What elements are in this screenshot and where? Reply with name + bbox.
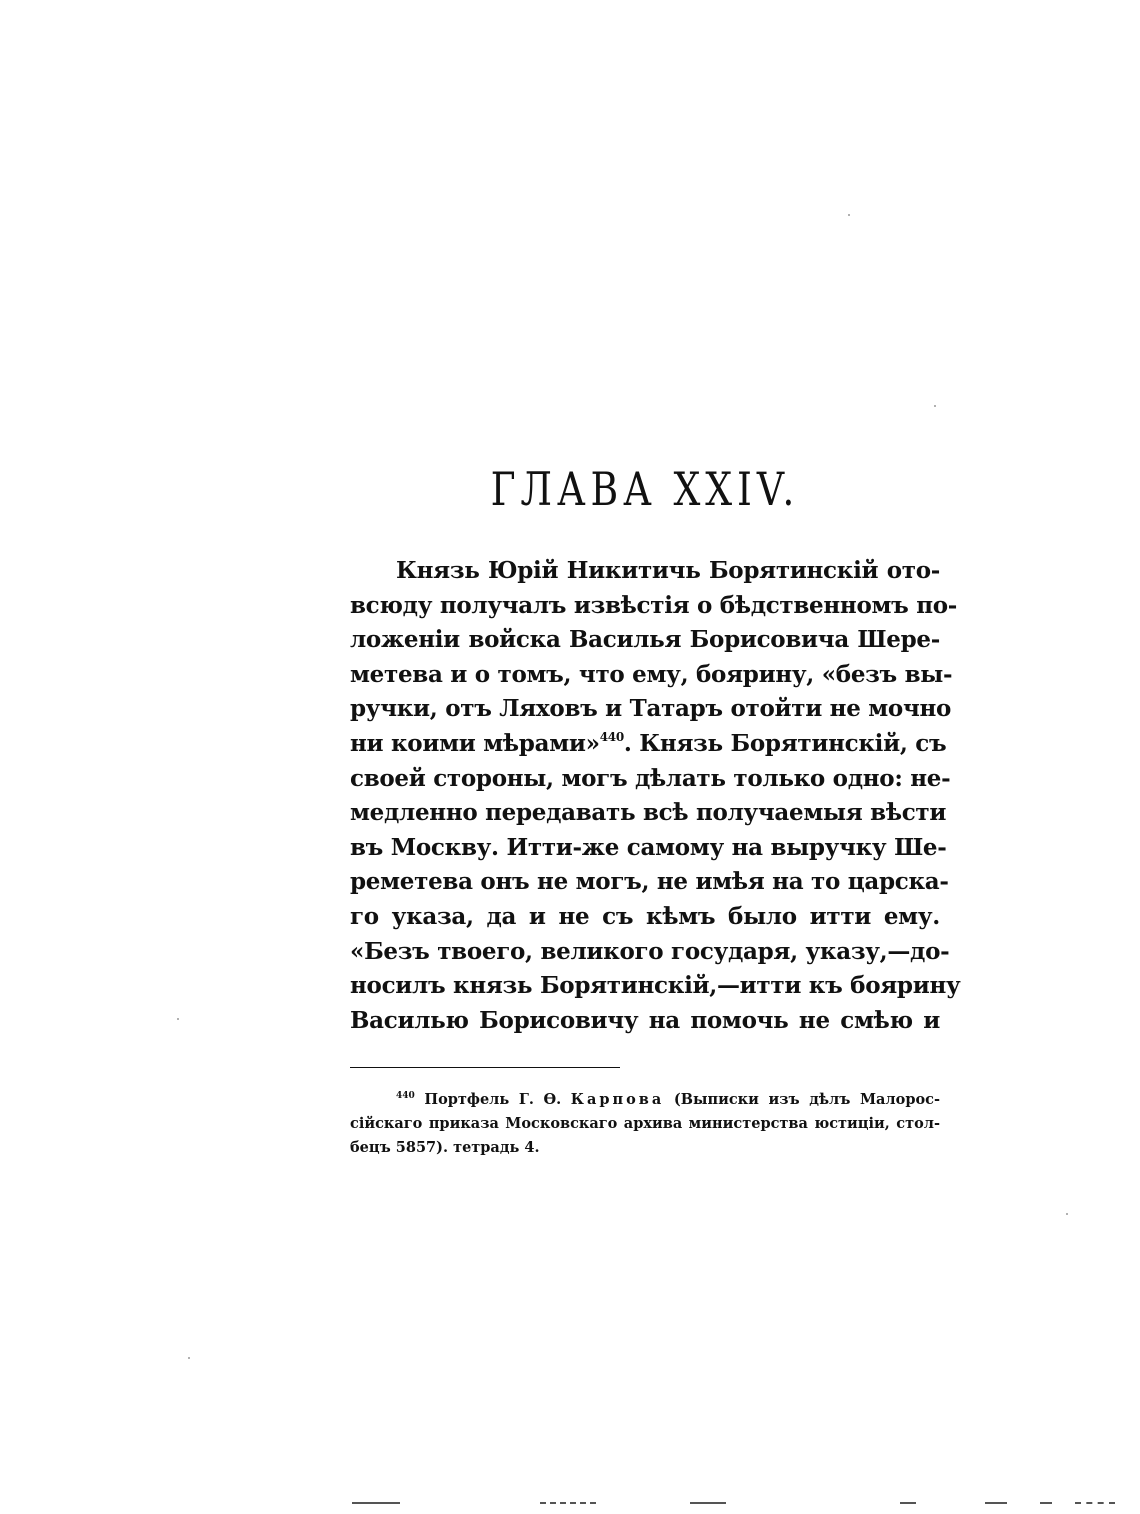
scan-artifact: [1075, 1502, 1115, 1504]
scan-artifact: [540, 1502, 596, 1504]
footnote-line: [350, 1088, 940, 1112]
body-line-part: . Князь Борятинскій, съ: [623, 729, 947, 757]
scan-artifact: [1040, 1502, 1052, 1504]
scan-artifact: [690, 1502, 726, 1504]
scan-speck: [1066, 1213, 1068, 1215]
footnote-divider: [350, 1067, 620, 1068]
body-line: Князь Юрій Никитичь Борятинскій ото-: [396, 557, 940, 584]
footnote-line: бецъ 5857). тетрадь 4.: [350, 1139, 540, 1156]
body-text: [350, 554, 961, 1038]
body-line: медленно передавать всѣ получаемыя вѣсти: [350, 799, 947, 827]
body-line: «Безъ твоего, великого государя, указу,—до-: [350, 937, 950, 965]
body-line: носилъ князь Борятинскій,—итти къ боярину: [350, 972, 961, 1000]
footnote: [350, 1088, 940, 1160]
chapter-title: ГЛАВА XXIV.: [490, 462, 800, 516]
body-line: своей стороны, могъ дѣлать только одно: не-: [350, 764, 951, 792]
scan-artifact: [352, 1502, 400, 1504]
scan-speck: [848, 214, 850, 216]
body-line: въ Москву. Итти-же самому на выручку Ше-: [350, 833, 947, 861]
footnote-text: Портфель Г. Ѳ.: [424, 1091, 562, 1108]
footnote-number: 440: [396, 1091, 415, 1101]
body-line: реметева онъ не могъ, не имѣя на то царска-: [350, 868, 949, 896]
body-line-part: ни коими мѣрами»: [350, 729, 600, 757]
footnote-reference[interactable]: 440: [599, 729, 624, 744]
body-line: го указа, да и не съ кѣмъ было итти ему.: [350, 902, 940, 930]
body-line: Василью Борисовичу на помочь не смѣю и: [350, 1006, 940, 1034]
body-line: ручки, отъ Ляховъ и Татаръ отойти не мочно: [350, 695, 952, 723]
footnote-line: сійскаго приказа Московскаго архива министерства юстиціи, стол-: [350, 1115, 940, 1132]
scan-artifact: [900, 1502, 916, 1504]
body-line: ложеніи войска Василья Борисовича Шере-: [350, 626, 940, 654]
body-line: метева и о томъ, что ему, боярину, «безъ вы-: [350, 660, 953, 688]
footnote-text: (Выписки изъ дѣлъ Малорос-: [673, 1091, 940, 1108]
scan-speck: [934, 405, 936, 407]
footnote-author: Карпова: [570, 1091, 665, 1108]
body-line: всюду получалъ извѣстія о бѣдственномъ по-: [350, 591, 958, 619]
scan-speck: [177, 1018, 179, 1020]
scan-speck: [188, 1357, 190, 1359]
scan-artifact: [985, 1502, 1007, 1504]
body-line-with-footnote-ref: [350, 727, 947, 762]
